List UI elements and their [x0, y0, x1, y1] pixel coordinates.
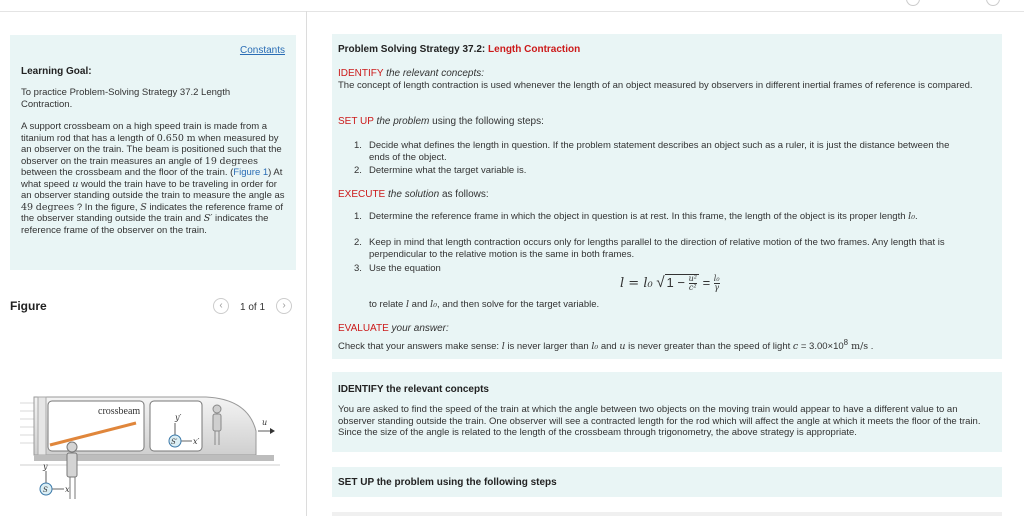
next-section-edge: [332, 512, 1002, 516]
velocity-label: u: [262, 418, 268, 427]
motion-streaks: [20, 403, 34, 443]
identify-section[interactable]: [332, 372, 1002, 452]
crossbeam-label: crossbeam: [98, 406, 141, 417]
execute-step-2: 2. Keep in mind that length contraction occurs only for lengths parallel to the direction of relative motion of the two frames. Any length that is perpendicular to the relative motion is the same in both frames.: [354, 237, 945, 260]
identify-section-title: IDENTIFY the relevant concepts: [338, 384, 489, 395]
top-circle-icon[interactable]: [906, 0, 920, 6]
train-door: [38, 397, 46, 455]
setup-step-1: 1. Decide what defines the length in question. If the problem statement describes an object such as a ruler, it is just the distance between the ends of the object.: [354, 140, 950, 163]
equation-usage-text: to relate l and l₀, and then solve for the target variable.: [369, 299, 600, 310]
train-figure: [20, 365, 280, 513]
next-figure-button[interactable]: ›: [276, 298, 292, 314]
learning-goal-panel: [10, 35, 296, 270]
setup-step-label: SET UP the problem using the following steps:: [338, 116, 544, 127]
yprime-label: y′: [175, 413, 182, 422]
top-circle-icon[interactable]: [986, 0, 1000, 6]
identify-step-text: The concept of length contraction is used whenever the length of an object measured by observers in different inertial frames of reference is compared.: [338, 80, 973, 91]
figure-pager: 1 of 1: [240, 302, 266, 313]
s-label: S: [43, 486, 48, 494]
execute-step-1: 1. Determine the reference frame in which the object in question is at rest. In this frame, the length of the object is its proper length l₀.: [354, 211, 918, 222]
y-label: y: [43, 462, 48, 471]
evaluate-step-label: EVALUATE your answer:: [338, 323, 449, 334]
identify-section-text: You are asked to find the speed of the train at which the angle between two objects on the moving train would appear to have a different value to an observer standing outside the train. One observer will see a contracted length for the rod which will affect the angle at which it meets the floor of the train. Since the size of the angle is related to the length of the crossbeam through trigonometry, the above strategy is appropriate.: [338, 404, 981, 438]
x-label: x: [65, 485, 70, 494]
sprime-label: S′: [171, 438, 178, 446]
column-divider: [306, 11, 307, 516]
setup-step-2: 2. Determine what the target variable is.: [354, 165, 527, 176]
strategy-title: Problem Solving Strategy 37.2: Length Contraction: [338, 44, 581, 55]
setup-section-title: SET UP the problem using the following steps: [338, 477, 557, 488]
execute-step-3: 3. Use the equation: [354, 263, 441, 274]
constants-link[interactable]: Constants: [239, 45, 285, 56]
xprime-label: x′: [193, 437, 200, 446]
figure-link[interactable]: Figure 1: [233, 167, 269, 178]
evaluate-step-text: Check that your answers make sense: l is never larger than l₀ and u is never greater than the speed of light $c = 3.00\times 10^8$ m/s .: [338, 338, 874, 353]
learning-goal-title: Learning Goal:: [21, 66, 92, 77]
problem-description: A support crossbeam on a high speed train is made from a titanium rod that has a length of 0.650 m when measured by an observer on the train. The beam is positioned such that the observer on the train measures an angle of 19 degrees between the crossbeam and the floor of the train. (Figure 1) At what speed u would the train have to be traveling in order for an observer standing outside the train to measure the angle as 49 degrees ? In the figure, S indicates the reference frame of the observer standing outside the train and S′ indicates the reference frame of the observer on the train.: [21, 121, 285, 236]
length-contraction-equation: l = l₀ √ 1 − $\frac{\text{u²}}{\text{c²}}$ = $\frac{\text{l₀}}{\gamma}$: [620, 274, 720, 293]
setup-section[interactable]: [332, 467, 1002, 497]
figure-title: Figure: [10, 299, 47, 313]
velocity-arrow-head: [270, 428, 275, 434]
strategy-panel: [332, 34, 1002, 359]
identify-step-label: IDENTIFY the relevant concepts:: [338, 68, 485, 79]
learning-goal-text: To practice Problem-Solving Strategy 37.2 Length Contraction.: [21, 87, 231, 110]
execute-step-label: EXECUTE the solution as follows:: [338, 189, 489, 200]
previous-figure-button[interactable]: ‹: [213, 298, 229, 314]
top-divider: [0, 11, 1024, 12]
